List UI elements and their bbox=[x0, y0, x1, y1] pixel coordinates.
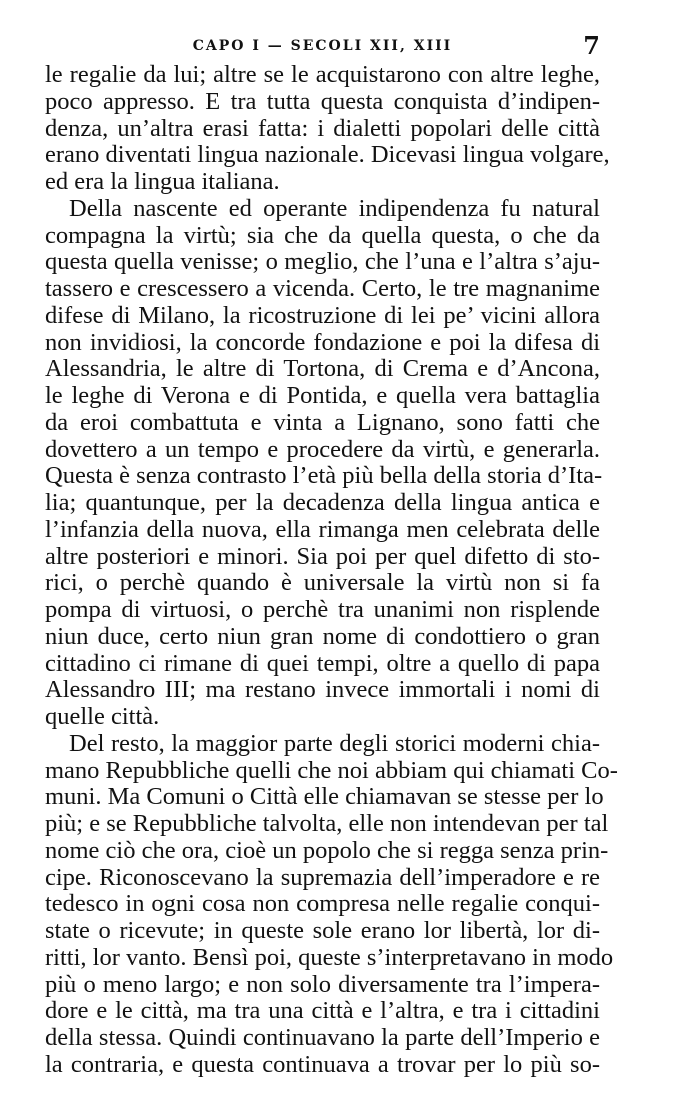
text-line: dovettero a un tempo e procedere da virtù, e generarla. bbox=[45, 435, 600, 463]
text-line: compagna la virtù; sia che da quella questa, o che da bbox=[45, 221, 600, 249]
text-line: più; e se Repubbliche talvolta, elle non intendevan per tal bbox=[45, 810, 609, 837]
text-line: muni. Ma Comuni o Città elle chiamavan se stesse per lo bbox=[45, 783, 604, 811]
text-line: rici, o perchè quando è universale la virtù non si fa bbox=[45, 569, 600, 597]
text-line: mano Repubbliche quelli che noi abbiam qui chiamati Co- bbox=[45, 756, 618, 784]
text-line: cipe. Riconoscevano la supremazia dell’imperadore e re bbox=[45, 863, 600, 891]
text-line: l’infanzia della nuova, ella rimanga men celebrata delle bbox=[45, 515, 600, 543]
text-line: Alessandria, le altre di Tortona, di Crema e d’Ancona, bbox=[45, 355, 600, 383]
text-line: cittadino ci rimane di quei tempi, oltre a quello di papa bbox=[45, 649, 600, 677]
text-line: altre posteriori e minori. Sia poi per quel difetto di sto- bbox=[45, 542, 600, 570]
text-line: le regalie da lui; altre se le acquistarono con altre leghe, bbox=[45, 61, 600, 88]
running-head bbox=[45, 30, 600, 60]
text-line: denza, un’altra erasi fatta: i dialetti popolari delle città bbox=[45, 114, 600, 142]
page-number: 7 bbox=[583, 31, 600, 60]
body-text bbox=[45, 61, 618, 1079]
text-line: niun duce, certo niun gran nome di condottiero o gran bbox=[45, 622, 600, 650]
text-line: da eroi combattuta e vinta a Lignano, sono fatti che bbox=[45, 408, 600, 436]
text-line: della stessa. Quindi continuavano la parte dell’Imperio e bbox=[45, 1024, 600, 1051]
text-line: ed era la lingua italiana. bbox=[45, 168, 280, 195]
text-line: erano diventati lingua nazionale. Dicevasi lingua volgare, bbox=[45, 141, 610, 169]
text-line: questa quella venisse; o meglio, che l’una e l’altra s’aju- bbox=[45, 248, 600, 276]
text-line: ritti, lor vanto. Bensì poi, queste s’interpretavano in modo bbox=[45, 943, 614, 971]
running-title: CAPO I — SECOLI XII, XIII bbox=[192, 38, 453, 54]
text-line: non invidiosi, la concorde fondazione e poi la difesa di bbox=[45, 328, 600, 356]
text-line: poco appresso. E tra tutta questa conquista d’indipen- bbox=[45, 87, 600, 115]
text-line: Questa è senza contrasto l’età più bella della storia d’Ita- bbox=[45, 462, 603, 490]
paragraph bbox=[45, 194, 603, 731]
text-line: Del resto, la maggior parte degli storici moderni chia- bbox=[69, 729, 600, 757]
text-line: difese di Milano, la ricostruzione di lei pe’ vicini allora bbox=[45, 301, 600, 329]
text-line: la contraria, e questa continuava a trovar per lo più so- bbox=[45, 1050, 600, 1078]
text-line: tassero e crescessero a vicenda. Certo, le tre magnanime bbox=[45, 275, 600, 302]
text-line: tedesco in ogni cosa non compresa nelle regalie conqui- bbox=[45, 890, 600, 918]
paragraph bbox=[45, 61, 610, 196]
text-line: pompa di virtuosi, o perchè tra unanimi non risplende bbox=[45, 596, 600, 623]
text-line: state o ricevute; in queste sole erano lor libertà, lor di- bbox=[45, 917, 600, 944]
paragraph bbox=[45, 729, 618, 1079]
text-line: più o meno largo; e non solo diversamente tra l’impera- bbox=[45, 970, 600, 998]
text-line: Alessandro III; ma restano invece immortali i nomi di bbox=[45, 676, 600, 704]
text-line: lia; quantunque, per la decadenza della lingua antica e bbox=[45, 489, 600, 516]
text-line: le leghe di Verona e di Pontida, e quella vera battaglia bbox=[45, 382, 600, 409]
text-line: dore e le città, ma tra una città e l’altra, e tra i cittadini bbox=[45, 997, 600, 1025]
text-line: quelle città. bbox=[45, 703, 160, 730]
text-line: nome ciò che ora, cioè un popolo che si regga senza prin- bbox=[45, 836, 609, 864]
text-line: Della nascente ed operante indipendenza fu natural bbox=[69, 194, 600, 222]
